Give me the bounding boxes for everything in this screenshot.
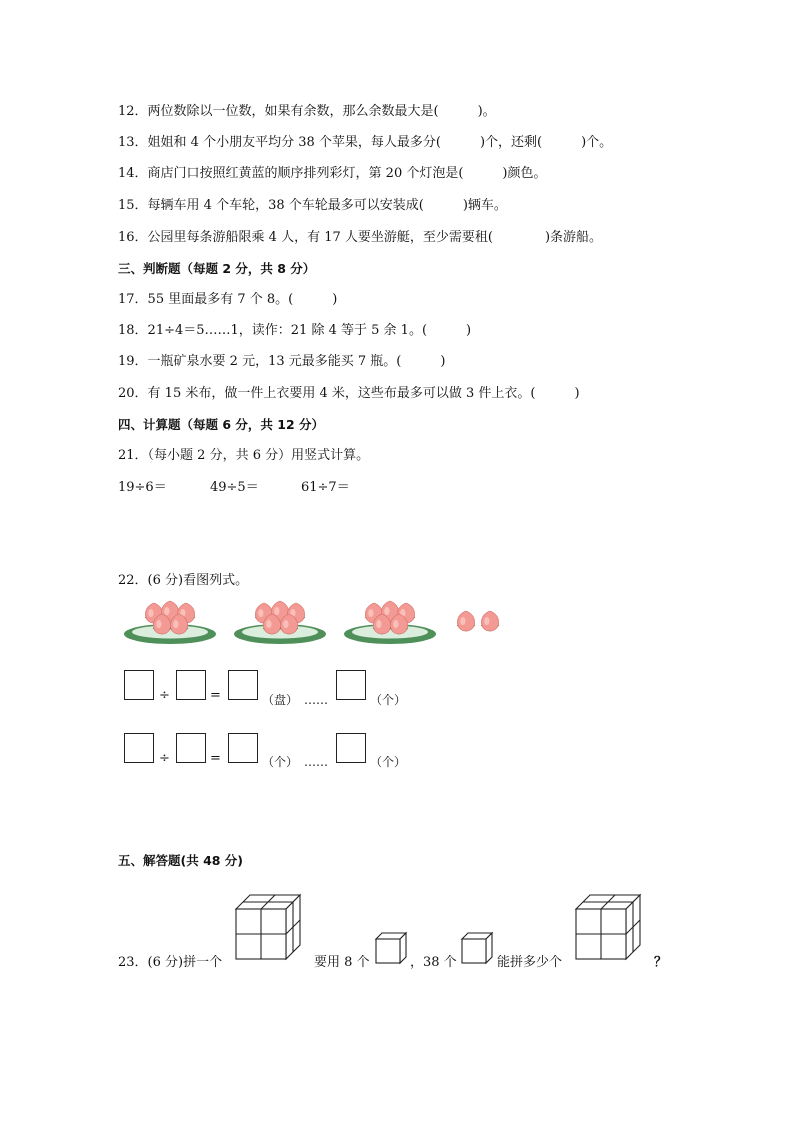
question-15: 15．每辆车用 4 个车轮，38 个车轮最多可以安装成( )辆车。 <box>118 198 507 213</box>
plate-1 <box>124 601 216 644</box>
question-23-part-a: 23．(6 分)拼一个 <box>118 955 223 970</box>
question-23-part-b: 要用 8 个 <box>314 955 370 970</box>
unit-plate: （盘） <box>262 693 299 707</box>
question-mark: ？ <box>654 955 668 970</box>
loose-peach-2 <box>481 611 499 631</box>
answer-box-7[interactable] <box>228 733 258 763</box>
equals-sign-1: = <box>210 688 221 703</box>
equals-sign-2: = <box>210 751 221 766</box>
divide-sign-2: ÷ <box>159 751 170 766</box>
calc-2: 49÷5＝ <box>210 480 259 495</box>
plate-2 <box>234 601 326 644</box>
question-13: 13．姐姐和 4 个小朋友平均分 38 个苹果，每人最多分( )个，还剩( )个。 <box>118 135 613 150</box>
section-3-heading: 三、判断题（每题 2 分，共 8 分） <box>118 261 316 276</box>
question-16: 16．公园里每条游船限乘 4 人，有 17 人要坐游艇，至少需要租( )条游船。 <box>118 230 603 245</box>
section-5-heading: 五、解答题(共 48 分) <box>118 853 244 868</box>
divide-sign-1: ÷ <box>159 688 170 703</box>
answer-box-6[interactable] <box>176 733 206 763</box>
section-4-heading: 四、计算题（每题 6 分，共 12 分） <box>118 417 325 432</box>
answer-box-8[interactable] <box>336 733 366 763</box>
unit-piece-2: （个） <box>262 755 299 769</box>
answer-box-4[interactable] <box>336 670 366 700</box>
question-22: 22．(6 分)看图列式。 <box>118 573 249 588</box>
question-19: 19．一瓶矿泉水要 2 元，13 元最多能买 7 瓶。( ) <box>118 354 446 369</box>
question-18: 18．21÷4＝5……1，读作：21 除 4 等于 5 余 1。( ) <box>118 323 472 338</box>
loose-peach-1 <box>457 611 475 631</box>
loose-peaches <box>457 611 499 631</box>
small-cube-image-1 <box>374 931 408 965</box>
peach-picture <box>122 598 522 648</box>
remainder-dots-2: …… <box>304 755 328 769</box>
question-23-part-c: ，38 个 <box>410 955 457 970</box>
plate-3 <box>344 601 436 644</box>
large-cube-image-2 <box>574 893 644 961</box>
calc-3: 61÷7＝ <box>301 480 350 495</box>
unit-piece-1: （个） <box>370 693 407 707</box>
answer-box-3[interactable] <box>228 670 258 700</box>
question-21: 21．（每小题 2 分，共 6 分）用竖式计算。 <box>118 448 370 463</box>
large-cube-image-1 <box>234 893 304 961</box>
peach-plates-image <box>122 598 522 648</box>
unit-piece-3: （个） <box>370 755 407 769</box>
remainder-dots-1: …… <box>304 693 328 707</box>
question-14: 14．商店门口按照红黄蓝的顺序排列彩灯，第 20 个灯泡是( )颜色。 <box>118 166 547 181</box>
answer-box-1[interactable] <box>124 670 154 700</box>
answer-box-5[interactable] <box>124 733 154 763</box>
question-20: 20．有 15 米布，做一件上衣要用 4 米，这些布最多可以做 3 件上衣。( ) <box>118 386 580 401</box>
small-cube-image-2 <box>460 931 494 965</box>
question-23-part-d: 能拼多少个 <box>497 955 563 970</box>
calc-1: 19÷6＝ <box>118 480 167 495</box>
question-12: 12．两位数除以一位数，如果有余数，那么余数最大是( )。 <box>118 104 496 119</box>
answer-box-2[interactable] <box>176 670 206 700</box>
question-17: 17．55 里面最多有 7 个 8。( ) <box>118 292 338 307</box>
